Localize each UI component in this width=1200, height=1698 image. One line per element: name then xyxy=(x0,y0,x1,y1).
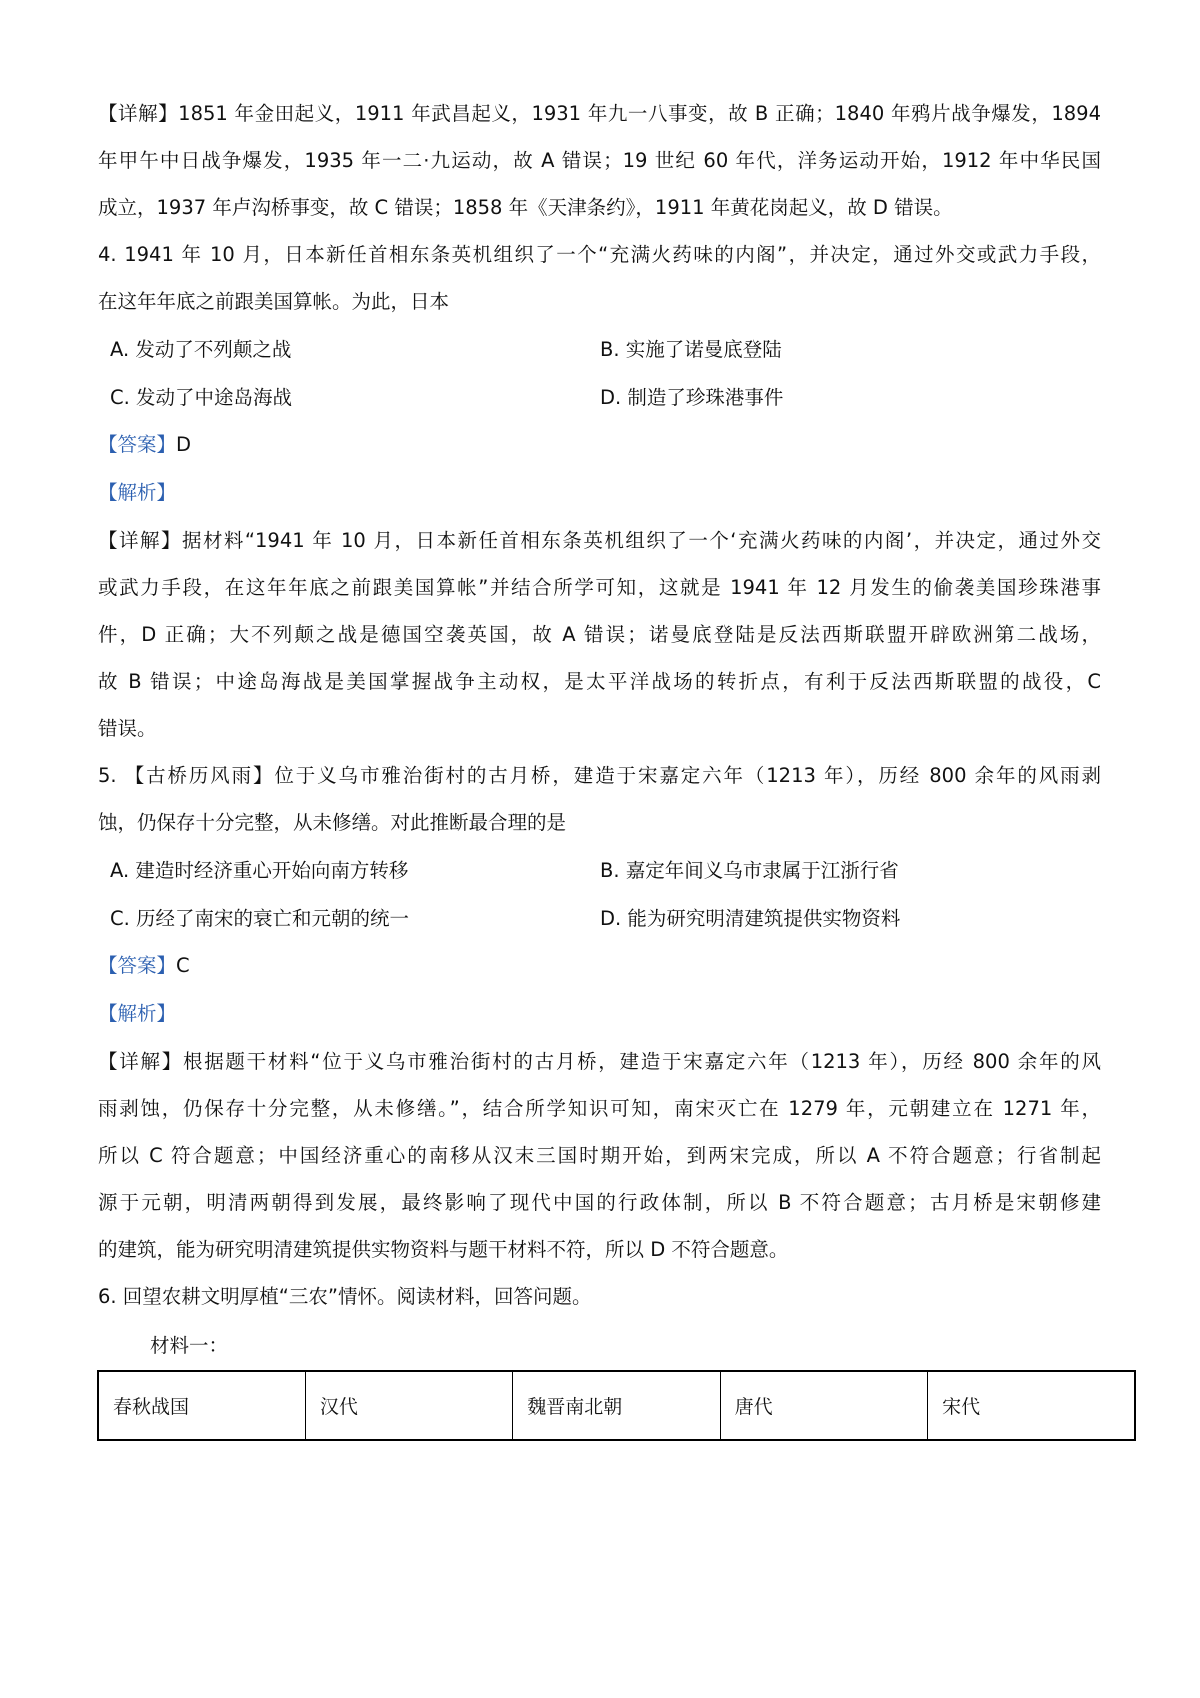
q5-analysis-label: 【解析】 xyxy=(98,1002,177,1025)
detail-line: 年甲午中日战争爆发，1935 年一二·九运动，故 A 错误；19 世纪 60 年代，洋务运动开始，1912 年中华民国 xyxy=(98,149,1101,172)
table-cell: 汉代 xyxy=(305,1371,512,1440)
q5-answer xyxy=(98,952,190,980)
q4-detail-line: 件，D 正确；大不列颠之战是德国空袭英国，故 A 错误；诺曼底登陆是反法西斯联盟开辟欧洲第二战场， xyxy=(98,623,1101,646)
q5-stem-line: 5. 【古桥历风雨】位于义乌市雅治街村的古月桥，建造于宋嘉定六年（1213 年），历经 800 余年的风雨剥 xyxy=(98,764,1101,787)
q4-detail-line: 【详解】据材料“1941 年 10 月，日本新任首相东条英机组织了一个‘充满火药味的内阁’，并决定，通过外交 xyxy=(98,529,1101,552)
table-row xyxy=(98,1371,1135,1440)
q5-stem-line: 蚀，仍保存十分完整，从未修缮。对此推断最合理的是 xyxy=(98,811,567,834)
q5-option-b: B. 嘉定年间义乌市隶属于江浙行省 xyxy=(600,859,899,882)
q4-option-c: C. 发动了中途岛海战 xyxy=(110,386,293,409)
q4-stem-line: 在这年年底之前跟美国算帐。为此，日本 xyxy=(98,290,450,313)
q4-detail-line: 错误。 xyxy=(98,717,157,740)
detail-line: 【详解】1851 年金田起义，1911 年武昌起义，1931 年九一八事变，故 B 正确；1840 年鸦片战争爆发，1894 xyxy=(98,102,1101,125)
answer-label: 【答案】 xyxy=(98,433,177,456)
answer-value: D xyxy=(176,433,192,456)
detail-line: 成立，1937 年卢沟桥事变，故 C 错误；1858 年《天津条约》，1911 年黄花岗起义，故 D 错误。 xyxy=(98,196,953,219)
table-cell: 唐代 xyxy=(720,1371,927,1440)
dynasty-table xyxy=(97,1370,1136,1441)
q5-detail-line: 【详解】根据题干材料“位于义乌市雅治街村的古月桥，建造于宋嘉定六年（1213 年），历经 800 余年的风 xyxy=(98,1050,1101,1073)
q5-option-a: A. 建造时经济重心开始向南方转移 xyxy=(110,859,409,882)
answer-value: C xyxy=(176,954,190,977)
q4-answer xyxy=(98,431,191,459)
material-label: 材料一： xyxy=(150,1334,229,1357)
table-cell: 魏晋南北朝 xyxy=(513,1371,720,1440)
q4-detail-line: 或武力手段，在这年年底之前跟美国算帐”并结合所学可知，这就是 1941 年 12 月发生的偷袭美国珍珠港事 xyxy=(98,576,1101,599)
q4-option-d: D. 制造了珍珠港事件 xyxy=(600,386,784,409)
q5-option-c: C. 历经了南宋的衰亡和元朝的统一 xyxy=(110,907,410,930)
q4-analysis-label: 【解析】 xyxy=(98,481,177,504)
q5-detail-line: 源于元朝，明清两朝得到发展，最终影响了现代中国的行政体制，所以 B 不符合题意；古月桥是宋朝修建 xyxy=(98,1191,1101,1214)
answer-label: 【答案】 xyxy=(98,954,177,977)
q5-detail-line: 所以 C 符合题意；中国经济重心的南移从汉末三国时期开始，到两宋完成，所以 A 不符合题意；行省制起 xyxy=(98,1144,1101,1167)
q5-detail-line: 的建筑，能为研究明清建筑提供实物资料与题干材料不符，所以 D 不符合题意。 xyxy=(98,1238,789,1261)
q4-option-a: A. 发动了不列颠之战 xyxy=(110,338,292,361)
table-cell: 春秋战国 xyxy=(98,1371,305,1440)
q4-option-b: B. 实施了诺曼底登陆 xyxy=(600,338,782,361)
q5-option-d: D. 能为研究明清建筑提供实物资料 xyxy=(600,907,901,930)
q4-stem-line: 4. 1941 年 10 月，日本新任首相东条英机组织了一个“充满火药味的内阁”，并决定，通过外交或武力手段， xyxy=(98,243,1101,266)
q6-stem: 6. 回望农耕文明厚植“三农”情怀。阅读材料，回答问题。 xyxy=(98,1285,592,1308)
table-cell: 宋代 xyxy=(928,1371,1135,1440)
q5-detail-line: 雨剥蚀，仍保存十分完整，从未修缮。”，结合所学知识可知，南宋灭亡在 1279 年，元朝建立在 1271 年， xyxy=(98,1097,1101,1120)
q4-detail-line: 故 B 错误；中途岛海战是美国掌握战争主动权，是太平洋战场的转折点，有利于反法西斯联盟的战役，C xyxy=(98,670,1101,693)
